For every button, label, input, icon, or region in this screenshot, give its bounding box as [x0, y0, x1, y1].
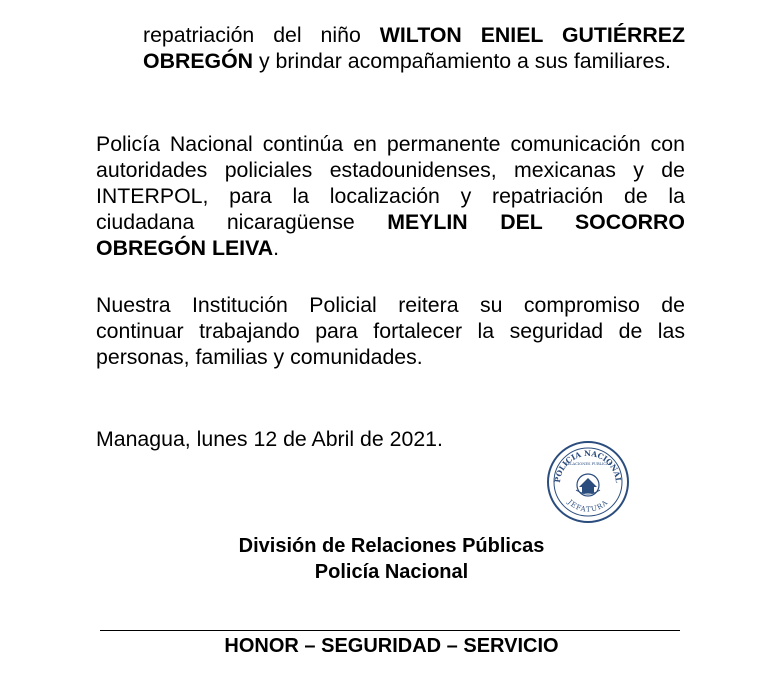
signature-institution: Policía Nacional: [314, 561, 469, 583]
paragraph-commitment: [96, 292, 685, 370]
paragraph-text: .: [273, 236, 280, 260]
paragraph-communication: [96, 131, 685, 261]
paragraph-text: repatriación del niño: [143, 23, 380, 47]
citizen-name: MEYLIN DEL SOCORRO OBREGÓN LEIVA: [96, 210, 686, 260]
paragraph-repatriation-continuation: [143, 22, 685, 74]
footer-divider: [100, 630, 680, 631]
child-name: WILTON ENIEL GUTIÉRREZ OBREGÓN: [143, 23, 685, 73]
police-seal-stamp: [546, 440, 630, 524]
signature-division: División de Relaciones Públicas: [238, 535, 545, 557]
signature-block: [0, 533, 783, 585]
seal-top-text: POLICIA NACIONAL: [552, 448, 624, 484]
paragraph-text: y brindar acompañamiento a sus familiares.: [253, 49, 671, 73]
footer-motto: HONOR – SEGURIDAD – SERVICIO: [224, 635, 559, 657]
date-line: Managua, lunes 12 de Abril de 2021.: [96, 427, 443, 451]
seal-bottom-text: JEFATURA: [566, 498, 610, 514]
paragraph-text: Policía Nacional continúa en permanente comunicación con autoridades policiales estadounidenses, mexicanas y de INTERPOL, para la localización y repatriación de la ciudadana nicaragüense: [96, 132, 685, 234]
seal-sub-text: RELACIONES PUBLICAS: [564, 462, 612, 466]
paragraph-text: Nuestra Institución Policial reitera su compromiso de continuar trabajando para fortalecer la seguridad de las personas, familias y comunidades.: [96, 293, 685, 369]
